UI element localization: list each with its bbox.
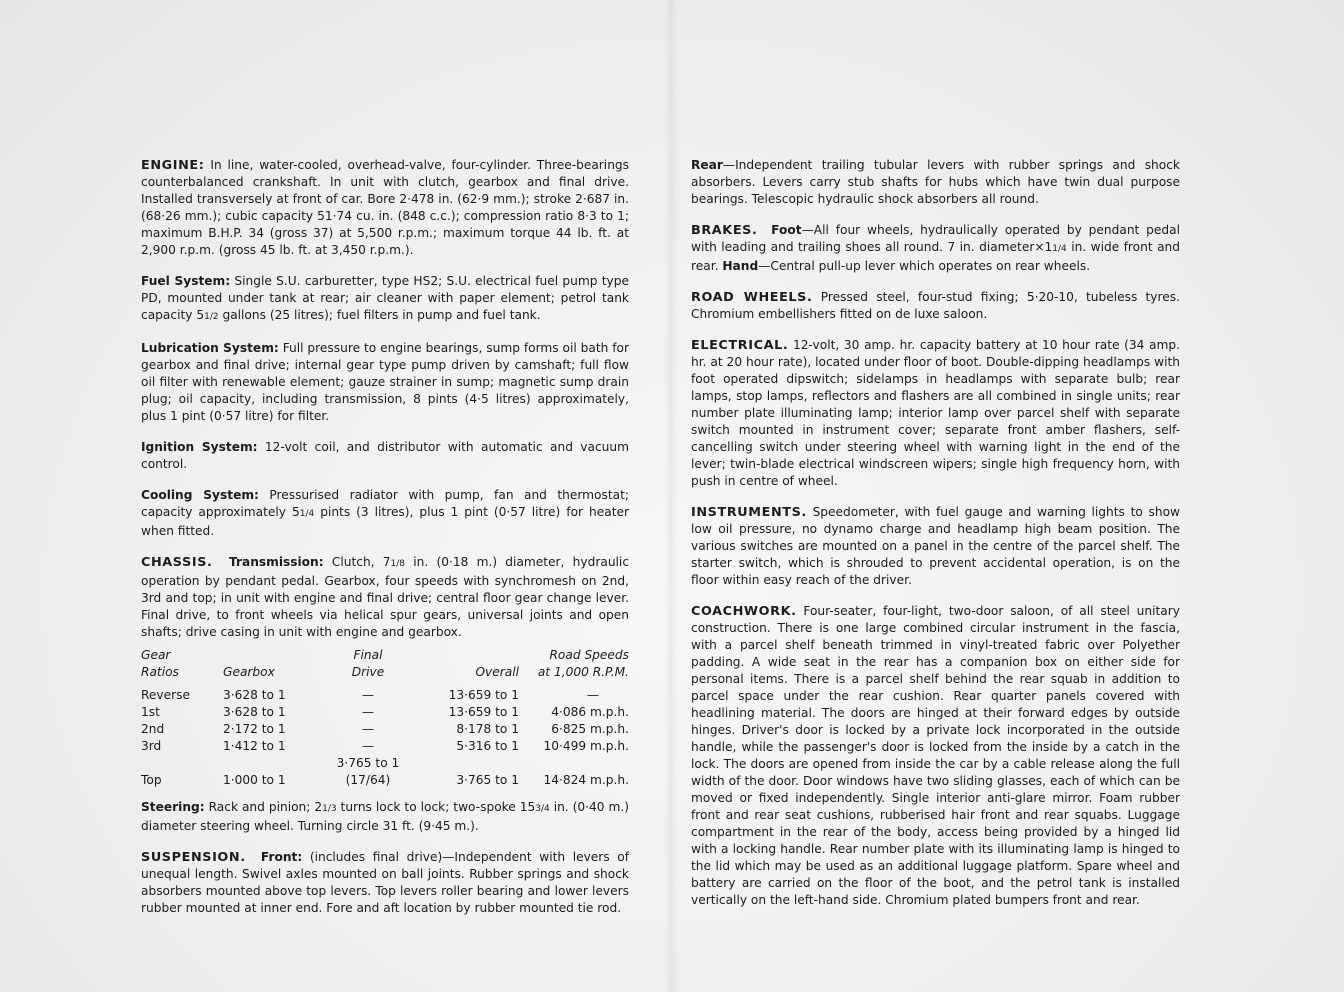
table-row xyxy=(141,687,629,704)
engine-text: In line, water-cooled, overhead-valve, four-cylinder. Three-bearings counterbalanced crankshaft. In unit with clutch, gearbox and final drive. Installed transversely at front of car. Bore 2·478 in. (62·9 mm.); stroke 2·687 in. (68·26 mm.); cubic capacity 51·74 cu. in. (848 c.c.); compression ratio 8·3 to 1; maximum B.H.P. 34 (gross 37) at 5,500 r.p.m.; maximum torque 44 lb. ft. at 2,900 r.p.m. (gross 45 lb. ft. at 3,450 r.p.m.). xyxy=(141,158,630,257)
gear-header-cell: Gearbox xyxy=(223,665,275,679)
page-fold xyxy=(664,0,678,992)
engine-heading: ENGINE: xyxy=(141,158,205,173)
gear-header-cell: at 1,000 R.P.M. xyxy=(537,665,629,679)
electrical-text: 12-volt, 30 amp. hr. capacity battery at 10 hour rate (34 amp. hr. at 20 hour rate), located under floor of boot. Double-dipping headlamps with foot operated dipswitch; sidelamps in headlamps with separate bulb; rear lamps, stop lamps, reflectors and flashers are all combined in single units; rear number plate illuminating lamp; interior lamp over parcel shelf with separate switch mounted in instrument cover; separate front amber flashers, self-cancelling switch under steering wheel with warning light in the end of the lever; twin-blade electrical windscreen wipers; single high frequency horn, with push in centre of wheel. xyxy=(691,338,1181,488)
gear-ratio-table xyxy=(141,647,629,789)
chassis-text-a: Clutch, 7 xyxy=(331,555,391,569)
ignition-section xyxy=(141,439,629,473)
gear-header-cell xyxy=(223,647,313,664)
gear-cell: — xyxy=(361,722,375,736)
table-row xyxy=(141,755,629,789)
cooling-fraction: 1/4 xyxy=(299,509,315,519)
table-row xyxy=(141,738,629,755)
rear-text: —Independent trailing tubular levers with rubber springs and shock absorbers. Levers carry stub shafts for hubs which have twin dual purpose bearings. Telescopic hydraulic shock absorbers all round. xyxy=(691,158,1180,206)
brakes-foot-label: Foot xyxy=(771,223,802,237)
transmission-subheading: Transmission: xyxy=(228,555,324,569)
chassis-heading: CHASSIS. xyxy=(141,555,213,570)
cooling-section xyxy=(141,487,629,540)
instruments-text: Speedometer, with fuel gauge and warning lights to show low oil pressure, no dynamo charge and headlamp high beam position. The various switches are mounted on a panel in the centre of the parcel shelf. The starter switch, which is shrouded to prevent accidental operation, is on the floor within easy reach of the driver. xyxy=(691,505,1181,587)
cooling-text-b: pints (3 litres), plus 1 pint (0·57 litre) for heater when fitted. xyxy=(141,505,629,538)
gear-cell: 2nd xyxy=(141,722,165,736)
fuel-fraction: 1/2 xyxy=(204,312,219,322)
brakes-text-c: —Central pull-up lever which operates on rear wheels. xyxy=(758,259,1091,273)
gear-header-cell: Road Speeds xyxy=(549,648,629,662)
steering-fraction-turns: 1/3 xyxy=(322,804,337,814)
lubrication-heading: Lubrication System: xyxy=(141,341,279,355)
gear-cell: — xyxy=(361,739,375,753)
gear-cell: Top xyxy=(141,773,162,787)
fuel-heading: Fuel System: xyxy=(141,274,231,288)
steering-text-c: in. (0·40 m.) diameter steering wheel. Turning circle 31 ft. (9·45 m.). xyxy=(141,800,629,833)
gear-cell: 13·659 to 1 xyxy=(448,688,519,702)
rear-heading: Rear xyxy=(691,158,723,172)
coachwork-heading: COACHWORK. xyxy=(691,604,797,619)
gear-header-cell: Overall xyxy=(475,665,519,679)
lubrication-text: Full pressure to engine bearings, sump forms oil bath for gearbox and final drive; internal gear type pump driven by camshaft; full flow oil filter with renewable element; gauze strainer in sump; magnetic sump drain plug; oil capacity, including transmission, 8 pints (4·5 litres) approximately, plus 1 pint (0·57 litre) for filter. xyxy=(141,341,630,423)
lubrication-section xyxy=(141,340,629,425)
gear-cell: 5·316 to 1 xyxy=(456,739,519,753)
instruments-section xyxy=(691,504,1180,589)
brakes-hand-label: Hand xyxy=(722,259,759,273)
gear-header-cell: Gear xyxy=(141,648,171,662)
electrical-section xyxy=(691,337,1180,490)
gear-cell: 1·000 to 1 xyxy=(223,773,286,787)
road-wheels-heading: ROAD WHEELS. xyxy=(691,290,813,305)
gear-cell: — xyxy=(586,688,599,702)
engine-section xyxy=(141,157,629,259)
gear-cell: — xyxy=(361,688,375,702)
gear-table-header-top xyxy=(141,647,629,664)
gear-cell: Reverse xyxy=(141,688,190,702)
suspension-text: (includes final drive)—Independent with levers of unequal length. Swivel axles mounted on ball joints. Rubber springs and shock absorbers mounted above top levers. Top levers roller bearing and lower levers rubber mounted at inner end. Fore and aft location by rubber mounted tie rod. xyxy=(141,850,630,915)
gear-cell: 14·824 m.p.h. xyxy=(543,773,629,787)
gear-cell: 3·765 to 1 xyxy=(456,773,519,787)
steering-text-b: turns lock to lock; two-spoke 15 xyxy=(336,800,536,814)
gear-cell: 4·086 m.p.h. xyxy=(551,705,629,719)
gear-table-header-bottom xyxy=(141,664,629,681)
gear-cell: — xyxy=(361,705,375,719)
brakes-text-b: in. wide front and rear. xyxy=(691,240,1180,273)
gear-cell: 3·765 to 1 (17/64) xyxy=(336,756,400,787)
table-row xyxy=(141,721,629,738)
gear-cell: 3·628 to 1 xyxy=(223,688,286,702)
steering-fraction-wheel: 3/4 xyxy=(535,804,550,814)
brakes-text-a: —All four wheels, hydraulically operated by pendant pedal with leading and trailing shoes all round. 7 in. diameter×1 xyxy=(691,223,1181,254)
gear-header-cell: Final xyxy=(353,648,383,662)
road-wheels-text: Pressed steel, four-stud fixing; 5·20-10, tubeless tyres. Chromium embellishers fitted on de luxe saloon. xyxy=(691,290,1180,321)
gear-header-cell: Drive xyxy=(351,665,385,679)
instruments-heading: INSTRUMENTS. xyxy=(691,505,807,520)
left-column xyxy=(141,157,629,931)
brakes-fraction: 1/4 xyxy=(1052,244,1067,254)
rear-suspension-section xyxy=(691,157,1180,208)
gear-cell: 13·659 to 1 xyxy=(448,705,519,719)
gear-header-cell: Ratios xyxy=(141,665,179,679)
fuel-text-b: gallons (25 litres); fuel filters in pump and fuel tank. xyxy=(218,308,541,322)
gear-cell: 8·178 to 1 xyxy=(456,722,519,736)
gear-cell: 2·172 to 1 xyxy=(223,722,286,736)
gear-header-cell xyxy=(423,647,519,664)
chassis-section xyxy=(141,554,629,641)
road-wheels-section xyxy=(691,289,1180,323)
suspension-heading: SUSPENSION. xyxy=(141,850,246,865)
brakes-heading: BRAKES. xyxy=(691,223,758,238)
gear-cell: 3·628 to 1 xyxy=(223,705,286,719)
chassis-text-b: in. (0·18 m.) diameter, hydraulic operation by pendant pedal. Gearbox, four speeds with synchromesh on 2nd, 3rd and top; in unit with engine and final drive; central floor gear change lever. Final drive, to front wheels via helical spur gears, universal joints and open shafts; drive casing in unit with engine and gearbox. xyxy=(141,555,630,639)
ignition-heading: Ignition System: xyxy=(141,440,258,454)
gear-cell: 1·412 to 1 xyxy=(223,739,286,753)
suspension-section xyxy=(141,849,629,917)
steering-text-a: Rack and pinion; 2 xyxy=(208,800,323,814)
coachwork-text: Four-seater, four-light, two-door saloon, of all steel unitary construction. There is one large combined circular instrument in the fascia, with a parcel shelf beneath trimmed in vinyl-treated fabric over Polyether padding. A wide seat in the rear has a companion box on either side for personal items. There is a parcel shelf behind the rear squab in addition to parcel space under the rear cushion. Rear quarter panels covered with headlining material. The doors are hinged at their forward edges by outside hinges. Driver's door is locked by a private lock incorporated in the outside handle, while the passenger's door is locked from the inside by a catch in the lock. The doors are opened from inside the car by a cable release along the full width of the door. Door windows have two sliding glasses, each of which can be moved or fixed independently. Single interior anti-glare mirror. Foam rubber front and rear seat cushions, rubberised hair front and rear squabs. Luggage compartment in the rear of the body, access being provided by a hinged lid with a locking handle. Rear number plate with its illuminating lamp is hinged to the lid which may be used as an additional luggage platform. Spare wheel and battery are carried on the floor of the boot, and the petrol tank is installed vertically on the left-hand side. Chromium plated bumpers front and rear. xyxy=(691,604,1180,907)
gear-cell: 3rd xyxy=(141,739,162,753)
suspension-front-subheading: Front: xyxy=(260,850,303,864)
cooling-heading: Cooling System: xyxy=(141,488,259,502)
clutch-fraction: 1/8 xyxy=(390,559,406,569)
ignition-text: 12-volt coil, and distributor with automatic and vacuum control. xyxy=(141,440,629,471)
gear-cell: 10·499 m.p.h. xyxy=(543,739,629,753)
electrical-heading: ELECTRICAL. xyxy=(691,338,789,353)
fuel-text-a: Single S.U. carburetter, type HS2; S.U. electrical fuel pump type PD, mounted under tank at rear; air cleaner with paper element; petrol tank capacity 5 xyxy=(141,274,629,322)
gear-cell: 1st xyxy=(141,705,160,719)
table-row xyxy=(141,704,629,721)
steering-section xyxy=(141,799,629,835)
fuel-section xyxy=(141,273,629,326)
coachwork-section xyxy=(691,603,1180,909)
right-column xyxy=(691,157,1180,923)
cooling-text-a: Pressurised radiator with pump, fan and thermostat; capacity approximately 5 xyxy=(141,488,629,519)
brakes-section xyxy=(691,222,1180,275)
gear-cell: 6·825 m.p.h. xyxy=(551,722,629,736)
steering-heading: Steering: xyxy=(141,800,205,814)
